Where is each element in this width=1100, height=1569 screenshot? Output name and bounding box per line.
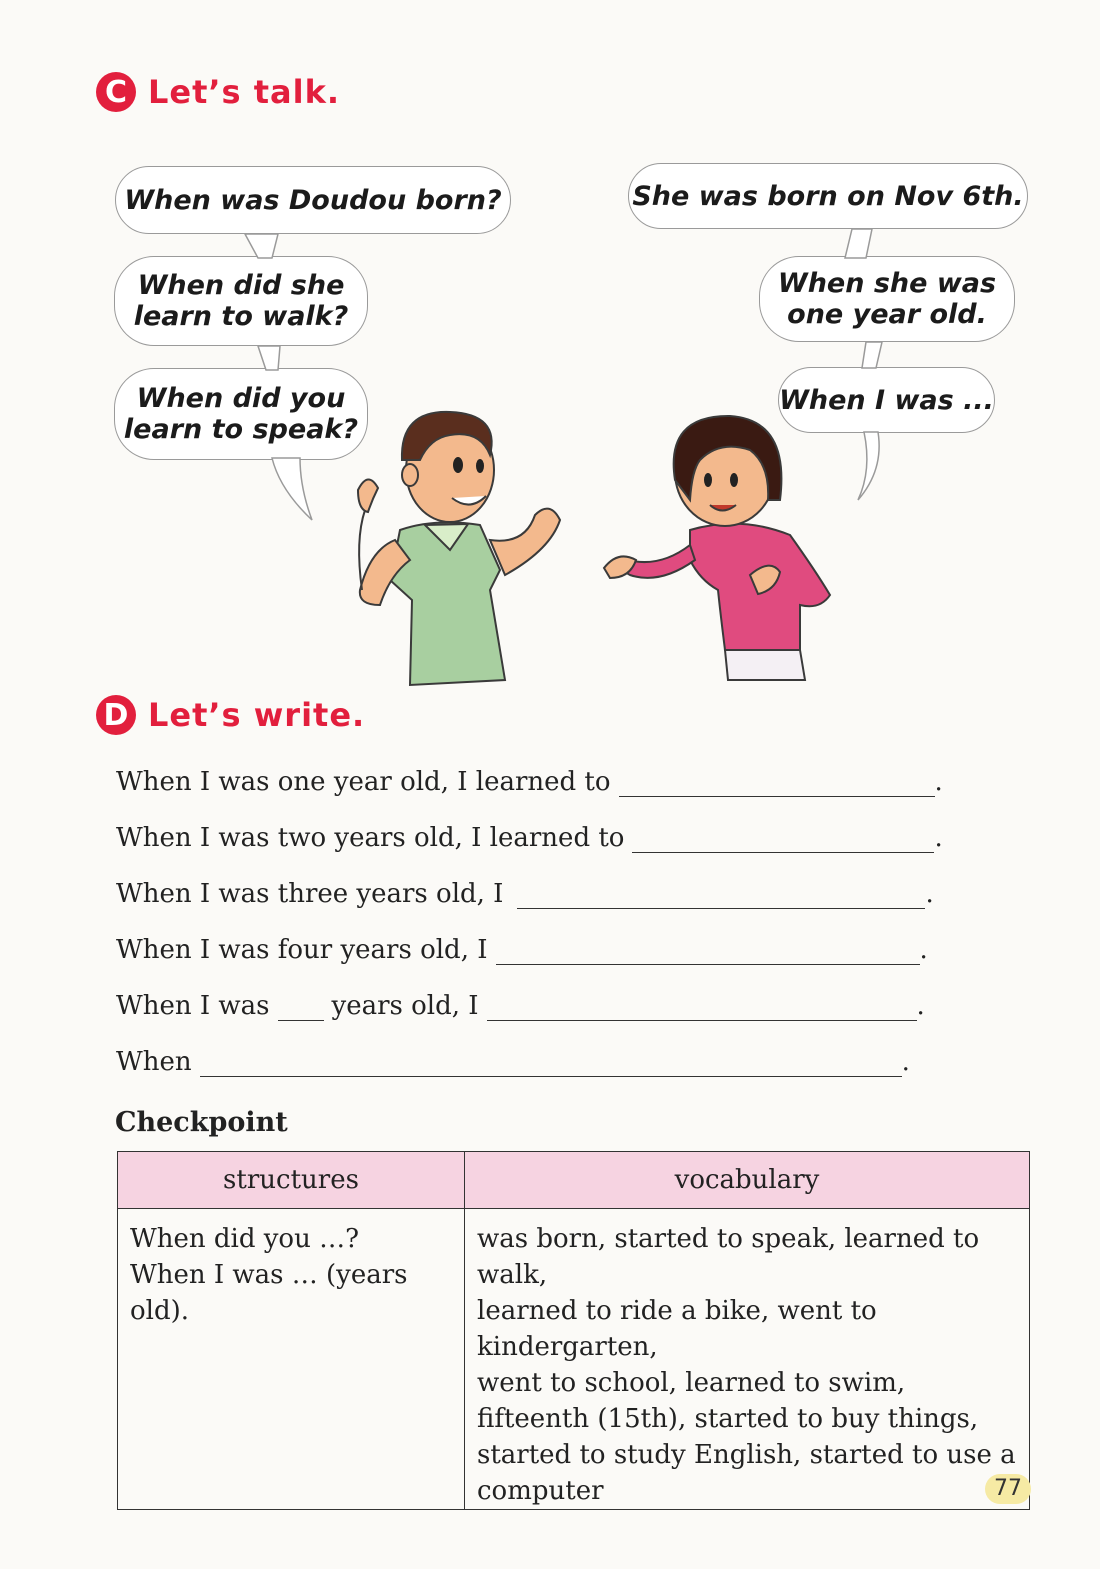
section-c-badge: C — [96, 72, 136, 112]
boy-illustration — [340, 400, 580, 690]
write-line-3: When I was three years old, I . — [116, 869, 934, 909]
page-number: 77 — [985, 1474, 1031, 1504]
section-d-badge: D — [96, 695, 136, 735]
bubble-when-i-was: When I was ... — [778, 367, 995, 433]
bubble-one-year-old: When she was one year old. — [759, 256, 1015, 342]
write-line-4: When I was four years old, I . — [116, 925, 928, 965]
girl-illustration — [600, 410, 840, 690]
checkpoint-title: Checkpoint — [115, 1107, 288, 1138]
header-structures: structures — [118, 1152, 465, 1209]
answer-blank[interactable] — [496, 932, 920, 965]
vocabulary-cell: was born, started to speak, learned to walk, learned to ride a bike, went to kindergarten, went to school, learned to swim, fifteenth (15th), started to buy things, started to study English, started to use a computer — [465, 1209, 1030, 1510]
checkpoint-table — [117, 1151, 1030, 1510]
structures-cell: When did you …? When I was … (years old). — [118, 1209, 465, 1510]
bubble-born-date: She was born on Nov 6th. — [628, 163, 1028, 229]
answer-blank[interactable] — [619, 764, 935, 797]
write-line-5: When I was years old, I . — [116, 981, 925, 1021]
age-blank[interactable] — [278, 988, 324, 1021]
answer-blank[interactable] — [487, 988, 917, 1021]
table-row — [118, 1209, 1030, 1510]
bubble-when-born: When was Doudou born? — [115, 166, 511, 234]
write-line-6: When . — [116, 1037, 910, 1077]
section-c-title: Let’s talk. — [148, 73, 341, 111]
answer-blank[interactable] — [517, 876, 925, 909]
section-d-heading — [96, 695, 365, 735]
header-vocabulary: vocabulary — [465, 1152, 1030, 1209]
table-header-row — [118, 1152, 1030, 1209]
write-line-2: When I was two years old, I learned to . — [116, 813, 943, 853]
write-line-1: When I was one year old, I learned to . — [116, 757, 943, 797]
answer-blank[interactable] — [632, 820, 934, 853]
bubble-learn-walk: When did she learn to walk? — [114, 256, 368, 346]
section-d-title: Let’s write. — [148, 696, 366, 734]
bubble-learn-speak: When did you learn to speak? — [114, 368, 368, 460]
answer-blank[interactable] — [200, 1044, 902, 1077]
